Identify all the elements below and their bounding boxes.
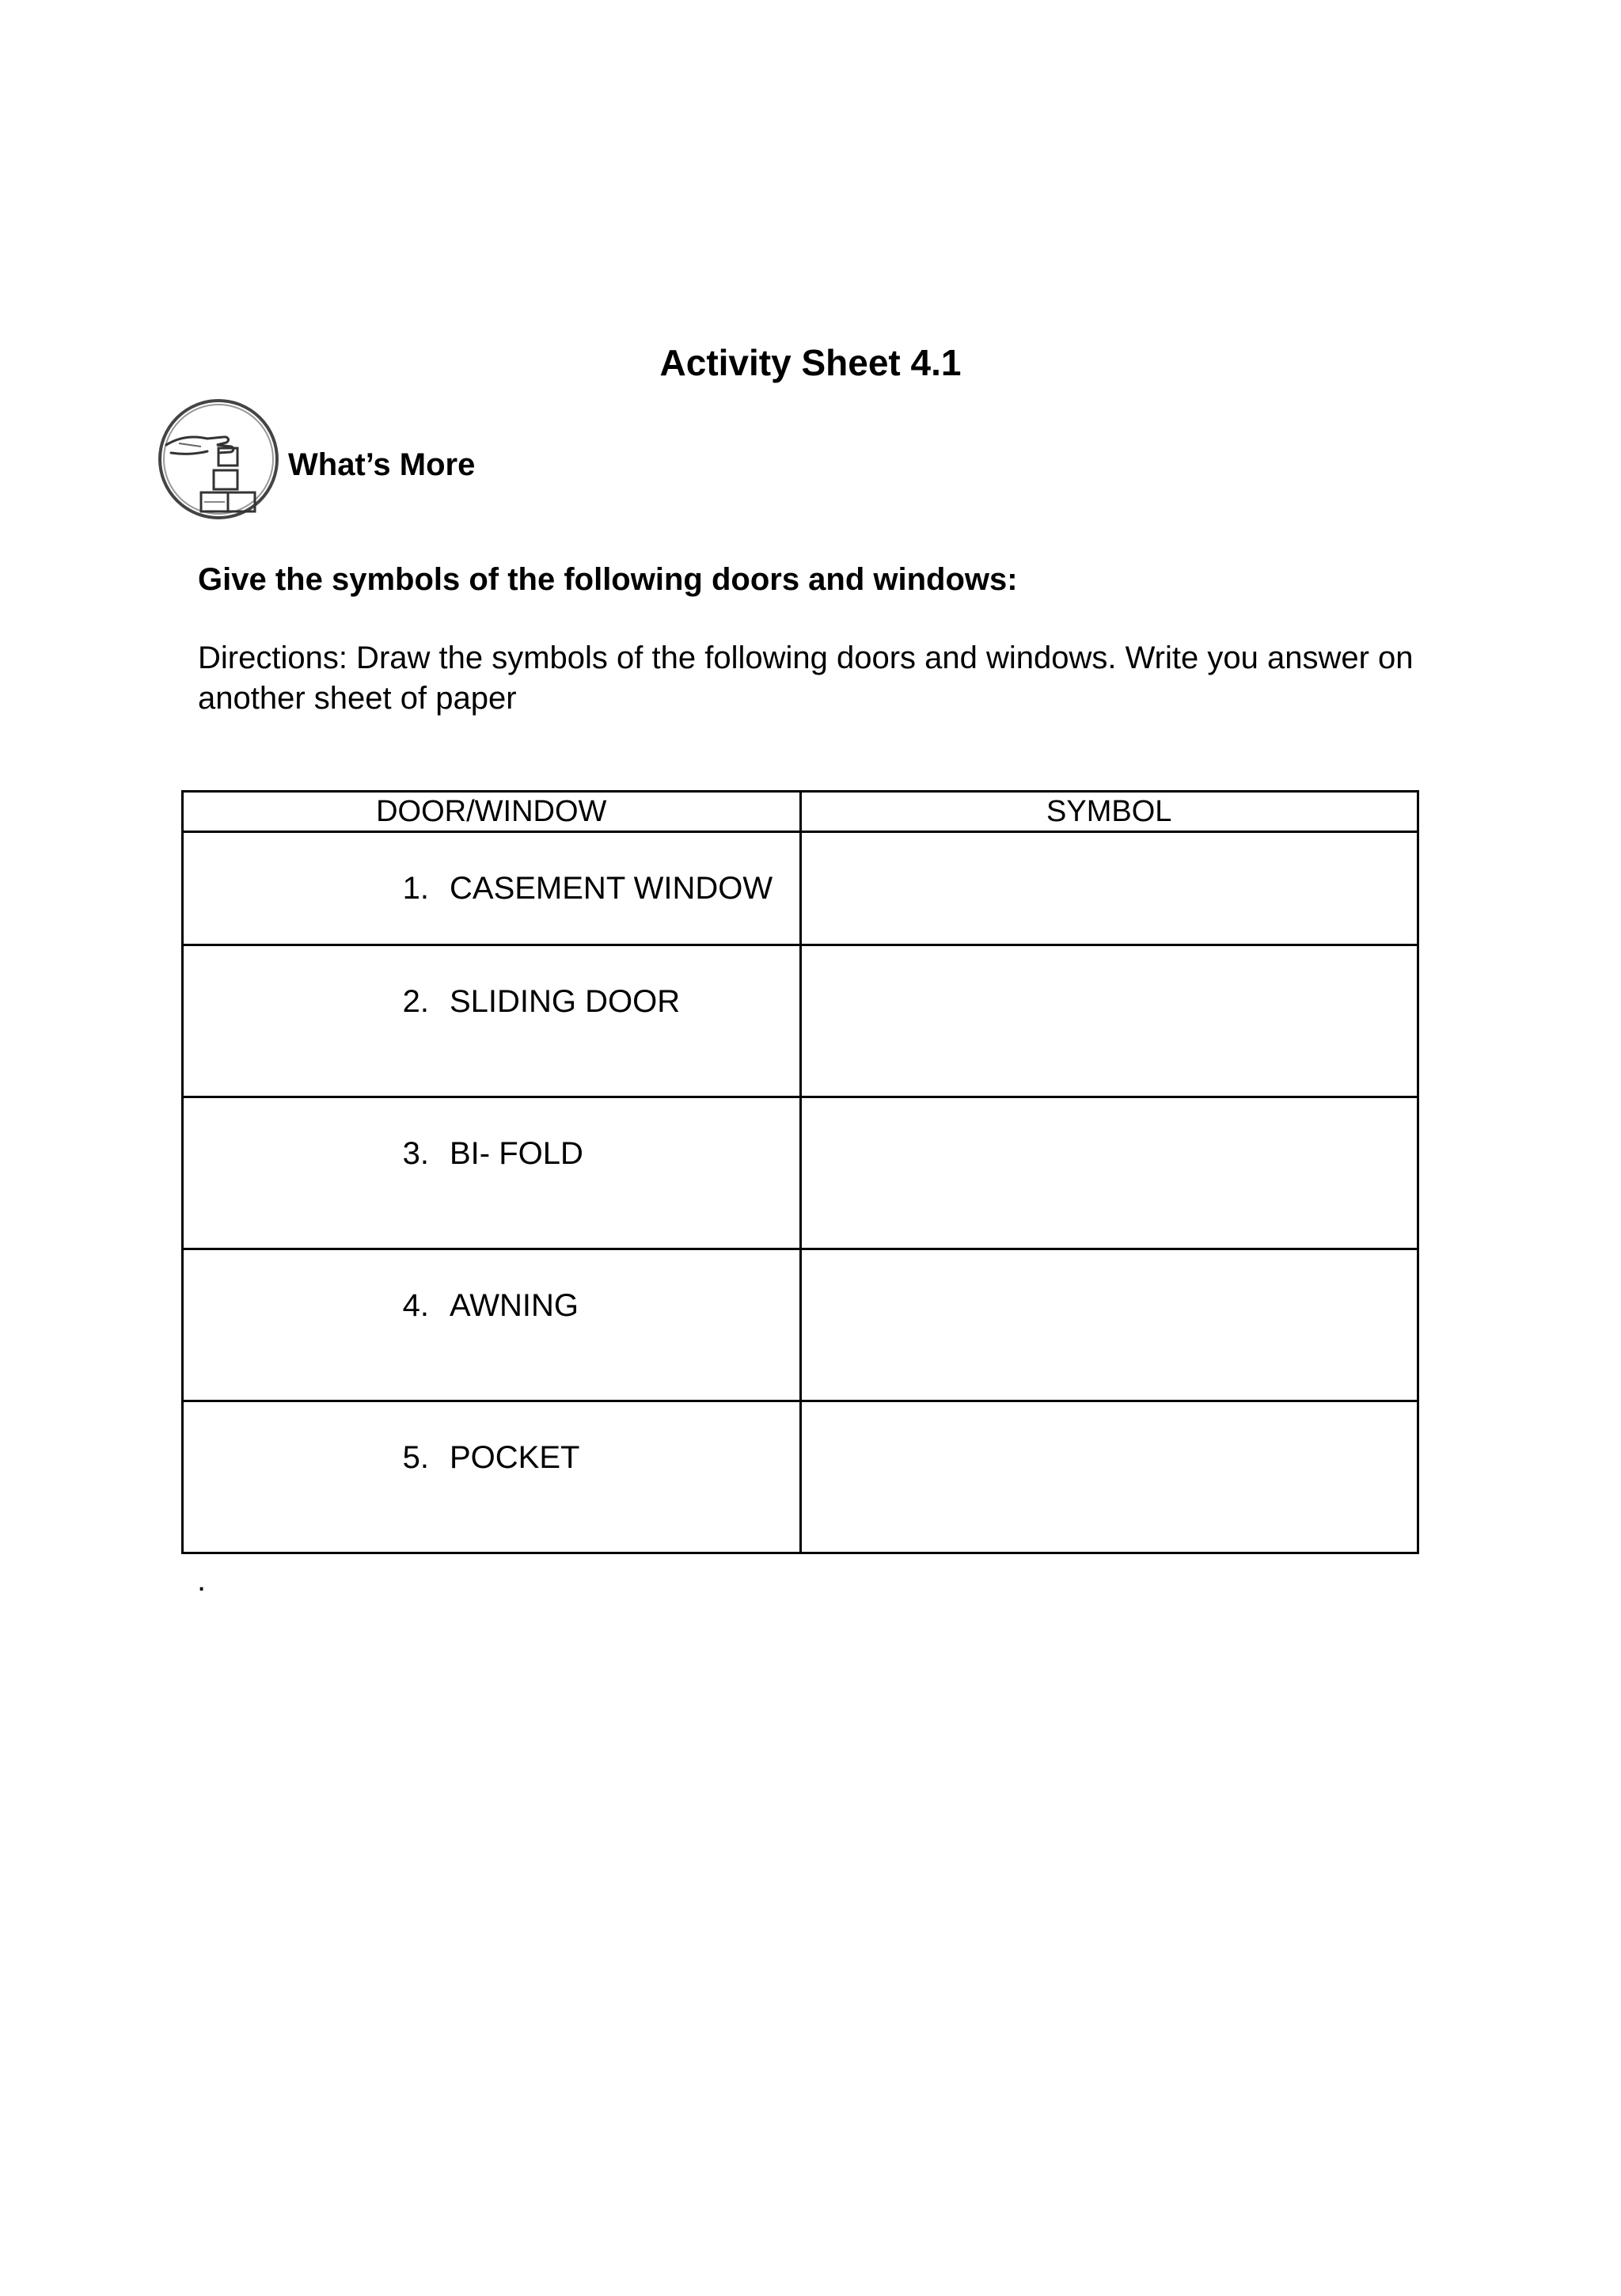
symbol-cell [800,1401,1418,1553]
symbol-cell [800,1249,1418,1401]
item-label: POCKET [450,1440,580,1475]
item-number: 4. [402,1288,429,1323]
symbol-cell [800,832,1418,945]
item-label: BI- FOLD [450,1136,583,1171]
column-header-door-window: DOOR/WINDOW [183,792,801,832]
table-row [183,832,1418,945]
item-number: 3. [402,1136,429,1171]
item-number: 1. [402,871,429,906]
table-row [183,1401,1418,1553]
item-label: AWNING [450,1288,579,1323]
symbol-cell [800,1097,1418,1249]
item-cell [183,832,801,945]
column-header-symbol: SYMBOL [800,792,1418,832]
hand-stacking-blocks-icon [155,396,282,523]
table-row [183,1249,1418,1401]
item-cell [183,1401,801,1553]
table-row [183,1097,1418,1249]
symbols-table [181,790,1419,1554]
table-header-row [183,792,1418,832]
table-row [183,945,1418,1097]
section-label: What’s More [288,447,476,482]
item-cell [183,1249,801,1401]
item-label: SLIDING DOOR [450,984,681,1019]
symbol-cell [800,945,1418,1097]
item-number: 5. [402,1440,429,1475]
directions-text: Directions: Draw the symbols of the following doors and windows. Write you answer on another sheet of paper [198,641,1414,716]
item-cell [183,1097,801,1249]
item-number: 2. [402,984,429,1019]
item-label: CASEMENT WINDOW [450,871,773,906]
page-title: Activity Sheet 4.1 [659,342,962,383]
instruction-heading: Give the symbols of the following doors and windows: [198,562,1018,597]
item-cell [183,945,801,1097]
trailing-mark: . [197,1563,207,1598]
